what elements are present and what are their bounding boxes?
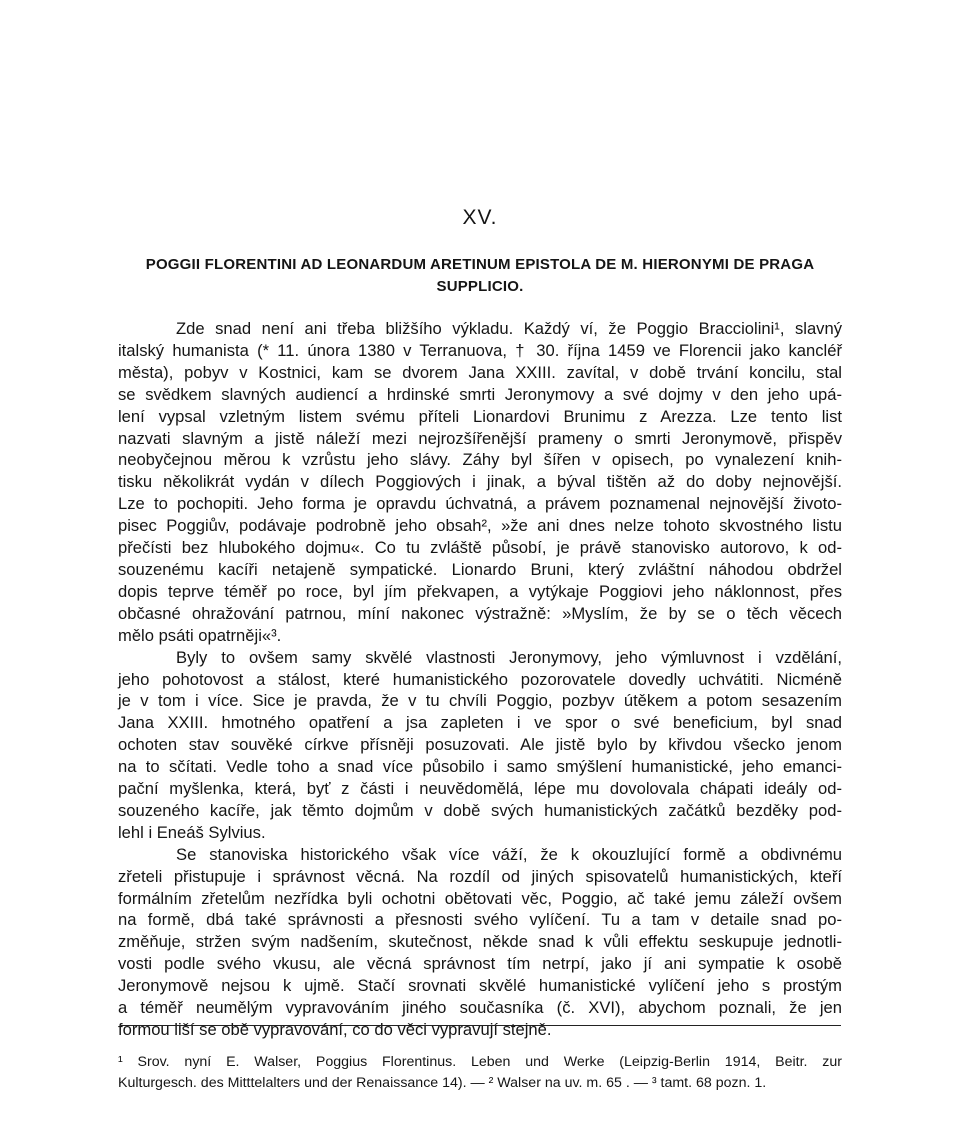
body-line: mělo psáti opatrněji«³. bbox=[118, 625, 282, 645]
body-line: souzeného kacíře, jak těmto dojmům v době svých humanistických začátků bezděky pod- bbox=[118, 800, 842, 820]
body-line: nazvati slavným a jistě náleží mezi nejrozšířenější prameny o smrti Jeronymově, přispěv bbox=[118, 428, 842, 448]
title-line: POGGII FLORENTINI AD LEONARDUM ARETINUM EPISTOLA DE M. HIERONYMI DE PRAGA bbox=[145, 256, 815, 273]
body-line: na formě, dbá také správnosti a přesnosti svého vylíčení. Tu a tam v detaile snad po- bbox=[118, 910, 842, 930]
document-title bbox=[110, 254, 850, 298]
footnote-line: Kulturgesch. des Mitttelalters und der Renaissance 14). — ² Walser na uv. m. 65 . — ³ tamt. 68 pozn. 1. bbox=[118, 1075, 767, 1091]
body-line: je v tom i více. Sice je pravda, že v tu chvíli Poggio, pozbyv útěkem a potom sesazením bbox=[118, 691, 842, 711]
body-line: přečísti bez hlubokého dojmu«. Co tu zvláště působí, je právě stanovisko autorovo, k od- bbox=[118, 538, 842, 558]
body-line: pisec Poggiův, podávaje podrobně jeho obsah², »že ani dnes nelze tohoto skvostného listu bbox=[118, 516, 842, 536]
body-line: jeho pohotovost a stálost, které humanistického pozorovatele dovedly uchvátiti. Nicméně bbox=[118, 669, 842, 689]
title-line: SUPPLICIO. bbox=[436, 278, 524, 295]
body-line: lehl i Eneáš Sylvius. bbox=[118, 822, 266, 842]
body-line: formálním zřetelům nezřídka byli ochotni obětovati věc, Poggio, ač také jemu záleží ovšem bbox=[118, 888, 842, 908]
body-line: vosti podle svého vkusu, ale věcná správnost tím netrpí, jako jí ani sympatie k osobě bbox=[118, 954, 842, 974]
body-line: Jeronymově nejsou k ujmě. Stačí srovnati skvělé humanistické vylíčení jeho s prostým bbox=[118, 976, 842, 996]
body-line: ochoten stav souvěké církve přísněji posuzovati. Ale jistě bylo by křivdou všecko jenom bbox=[118, 735, 842, 755]
body-line: italský humanista (* 11. února 1380 v Terranuova, † 30. října 1459 ve Florencii jako kancléř bbox=[118, 340, 842, 360]
body-line: tisku několikrát vydán v dílech Poggiových i jinak, a býval tištěn až do doby nejnovější. bbox=[118, 472, 842, 492]
body-line: Jana XXIII. hmotného opatření a jsa zapleten i ve spor o své beneficium, byl snad bbox=[118, 713, 842, 733]
footnotes bbox=[118, 1052, 842, 1094]
body-line: Zde snad není ani třeba bližšího výkladu. Každý ví, že Poggio Bracciolini¹, slavný bbox=[176, 319, 842, 338]
chapter-number: XV. bbox=[462, 206, 498, 229]
body-line: Byly to ovšem samy skvělé vlastnosti Jeronymovy, jeho výmluvnost i vzdělání, bbox=[176, 647, 842, 667]
body-line: lení vypsal vzletným listem svému příteli Lionardovi Brunimu z Arezza. Lze tento list bbox=[118, 406, 842, 426]
body-line: souzenému kacíři netajeně sympatické. Lionardo Bruni, který zvláštní náhodou obdržel bbox=[118, 559, 842, 579]
body-line: se svědkem slavných audiencí a hrdinské smrti Jeronymovy a své dojmy v den jeho upá- bbox=[118, 384, 842, 404]
body-line: Se stanoviska historického však více váží, že k okouzlující formě a obdivnému bbox=[176, 844, 842, 864]
footnote-line: ¹ Srov. nyní E. Walser, Poggius Florentinus. Leben und Werke (Leipzig-Berlin 1914, Beitr. zur bbox=[118, 1054, 842, 1070]
body-line: pační myšlenka, která, byť z části i neuvědomělá, lépe mu dovolovala chápati ideály od- bbox=[118, 779, 842, 799]
body-text bbox=[118, 318, 842, 1041]
body-line: zřeteli přistupuje i správnost věcná. Na rozdíl od jiných spisovatelů humanistických, kteří bbox=[118, 866, 842, 886]
body-line: formou liší se obě vypravování, co do věci vypravují stejně. bbox=[118, 1020, 552, 1039]
body-line: dopis teprve téměř po roce, byl jím překvapen, a vytýkaje Poggiovi jeho náklonnost, přes bbox=[118, 581, 842, 601]
body-line: na to sčítati. Vedle toho a snad více působilo i samo smýšlení humanistické, jeho emanci- bbox=[118, 757, 842, 777]
body-line: města), pobyv v Kostnici, kam se dvorem Jana XXIII. zavítal, v době trvání koncilu, stal bbox=[118, 362, 842, 382]
body-line: a téměř neumělým vypravováním jiného současníka (č. XVI), abychom poznali, že jen bbox=[118, 998, 842, 1018]
footnote-divider bbox=[121, 1025, 841, 1026]
body-line: Lze to pochopiti. Jeho forma je opravdu úchvatná, a právem poznamenal nejnovější životo- bbox=[118, 494, 842, 514]
body-line: změňuje, stržen svým nadšením, skutečnost, někde snad k vůli effektu seskupuje jednotli- bbox=[118, 932, 842, 952]
body-line: občasné ohražování patrnou, míní nakonec výstražně: »Myslím, že by se o těch věcech bbox=[118, 603, 842, 623]
body-line: neobyčejnou měrou k vzrůstu jeho slávy. Záhy byl šířen v opisech, po vynalezení knih- bbox=[118, 450, 842, 470]
